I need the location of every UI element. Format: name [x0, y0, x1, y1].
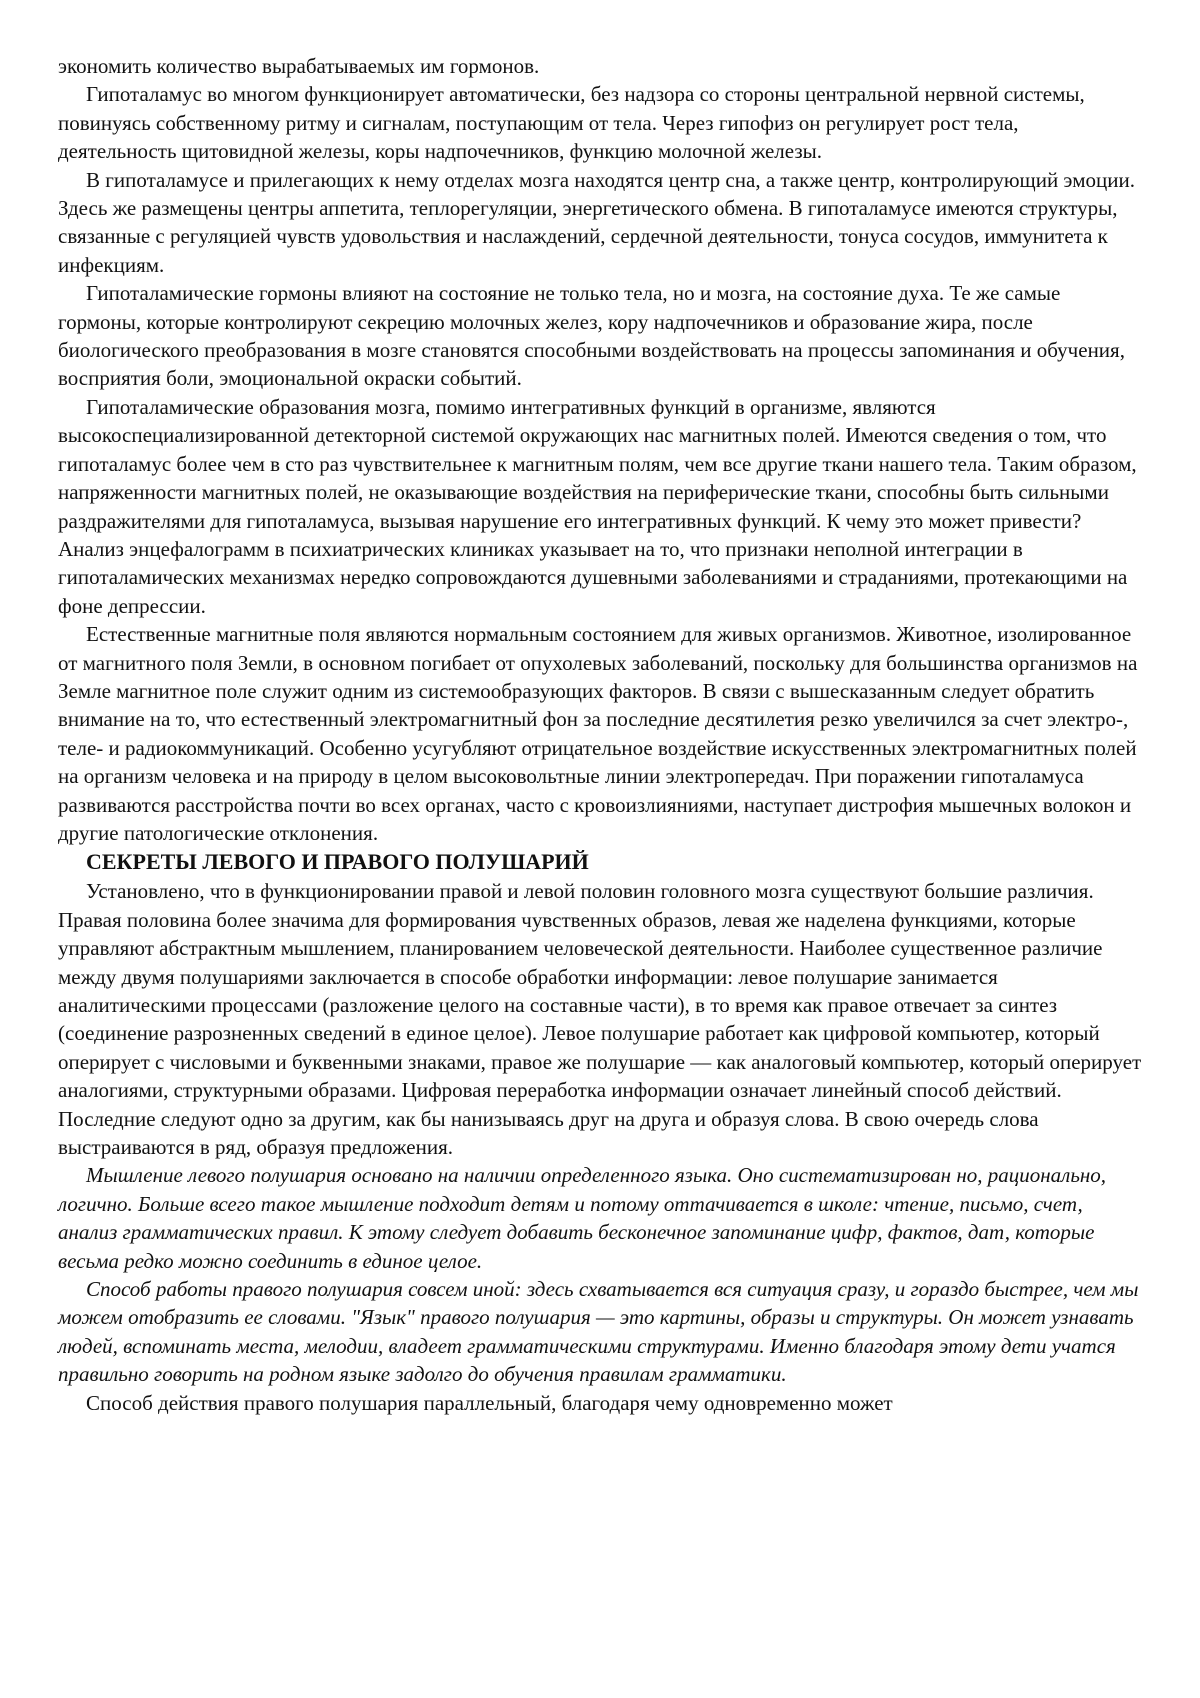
paragraph: В гипоталамусе и прилегающих к нему отделах мозга находятся центр сна, а также центр, контролирующий эмоции. Здесь же размещены центры аппетита, теплорегуляции, энергетического обмена. В гипоталамусе имеются структуры, связанные с регуляцией чувств удовольствия и наслаждений, сердечной деятельности, тонуса сосудов, иммунитета к инфекциям.: [58, 167, 1136, 277]
paragraph: Способ действия правого полушария параллельный, благодаря чему одновременно может: [86, 1390, 893, 1415]
paragraph: экономить количество вырабатываемых им гормонов.: [58, 54, 540, 78]
paragraph: Естественные магнитные поля являются нормальным состоянием для живых организмов. Животное, изолированное от магнитного поля Земли, в основном погибает от опухолевых заболеваний, поскольку для большинства организмов на Земле магнитное поле служит одним из системообразующих факторов. В связи с вышесказанным следует обратить внимание на то, что естественный электромагнитный фон за последние десятилетия резко увеличился за счет электро-, теле- и радиокоммуникаций. Особенно усугубляют отрицательное воздействие искусственных электромагнитных полей на организм человека и на природу в целом высоковольтные линии электропередач. При поражении гипоталамуса развиваются расстройства почти во всех органах, часто с кровоизлияниями, наступает дистрофия мышечных волокон и другие патологические отклонения.: [58, 622, 1138, 845]
text-block-after-heading: [58, 877, 1142, 1417]
text-block-before-heading: [58, 52, 1142, 847]
paragraph: Способ работы правого полушария совсем иной: здесь схватывается вся ситуация сразу, и гораздо быстрее, чем мы можем отобразить ее словами. "Язык" правого полушария — это картины, образы и структуры. Он может узнавать людей, вспоминать места, мелодии, владеет грамматическими структурами. Именно благодаря этому дети учатся правильно говорить на родном языке задолго до обучения правилам грамматики.: [58, 1277, 1139, 1387]
paragraph: Гипоталамические гормоны влияют на состояние не только тела, но и мозга, на состояние духа. Те же самые гормоны, которые контролируют секрецию молочных желез, кору надпочечников и образование жира, после биологического преобразования в мозге становятся способными воздействовать на процессы запоминания и обучения, восприятия боли, эмоциональной окраски событий.: [58, 281, 1125, 391]
paragraph: Мышление левого полушария основано на наличии определенного языка. Оно систематизирован но, рационально, логично. Больше всего такое мышление подходит детям и потому оттачивается в школе: чтение, письмо, счет, анализ грамматических правил. К этому следует добавить бесконечное запоминание цифр, фактов, дат, которые весьма редко можно соединить в единое целое.: [58, 1163, 1107, 1273]
paragraph: Гипоталамус во многом функционирует автоматически, без надзора со стороны центральной нервной системы, повинуясь собственному ритму и сигналам, поступающим от тела. Через гипофиз он регулирует рост тела, деятельность щитовидной железы, коры надпочечников, функцию молочной железы.: [58, 82, 1085, 164]
paragraph: Установлено, что в функционировании правой и левой половин головного мозга существуют большие различия. Правая половина более значима для формирования чувственных образов, левая же наделена функциями, которые управляют абстрактным мышлением, планированием человеческой деятельности. Наиболее существенное различие между двумя полушариями заключается в способе обработки информации: левое полушарие занимается аналитическими процессами (разложение целого на составные части), в то время как правое отвечает за синтез (соединение разрозненных сведений в единое целое). Левое полушарие работает как цифровой компьютер, который оперирует с числовыми и буквенными знаками, правое же полушарие — как аналоговый компьютер, который оперирует аналогиями, структурными образами. Цифровая переработка информации означает линейный способ действий. Последние следуют одно за другим, как бы нанизываясь друг на друга и образуя слова. В свою очередь слова выстраиваются в ряд, образуя предложения.: [58, 879, 1142, 1160]
section-heading: СЕКРЕТЫ ЛЕВОГО И ПРАВОГО ПОЛУШАРИЙ: [86, 849, 589, 875]
paragraph: Гипоталамические образования мозга, помимо интегративных функций в организме, являются высокоспециализированной детекторной системой окружающих нас магнитных полей. Имеются сведения о том, что гипоталамус более чем в сто раз чувствительнее к магнитным полям, чем все другие ткани нашего тела. Таким образом, напряженности магнитных полей, не оказывающие воздействия на периферические ткани, способны быть сильными раздражителями для гипоталамуса, вызывая нарушение его интегративных функций. К чему это может привести? Анализ энцефалограмм в психиатрических клиниках указывает на то, что признаки неполной интеграции в гипоталамических механизмах нередко сопровождаются душевными заболеваниями и страданиями, протекающими на фоне депрессии.: [58, 394, 1137, 618]
